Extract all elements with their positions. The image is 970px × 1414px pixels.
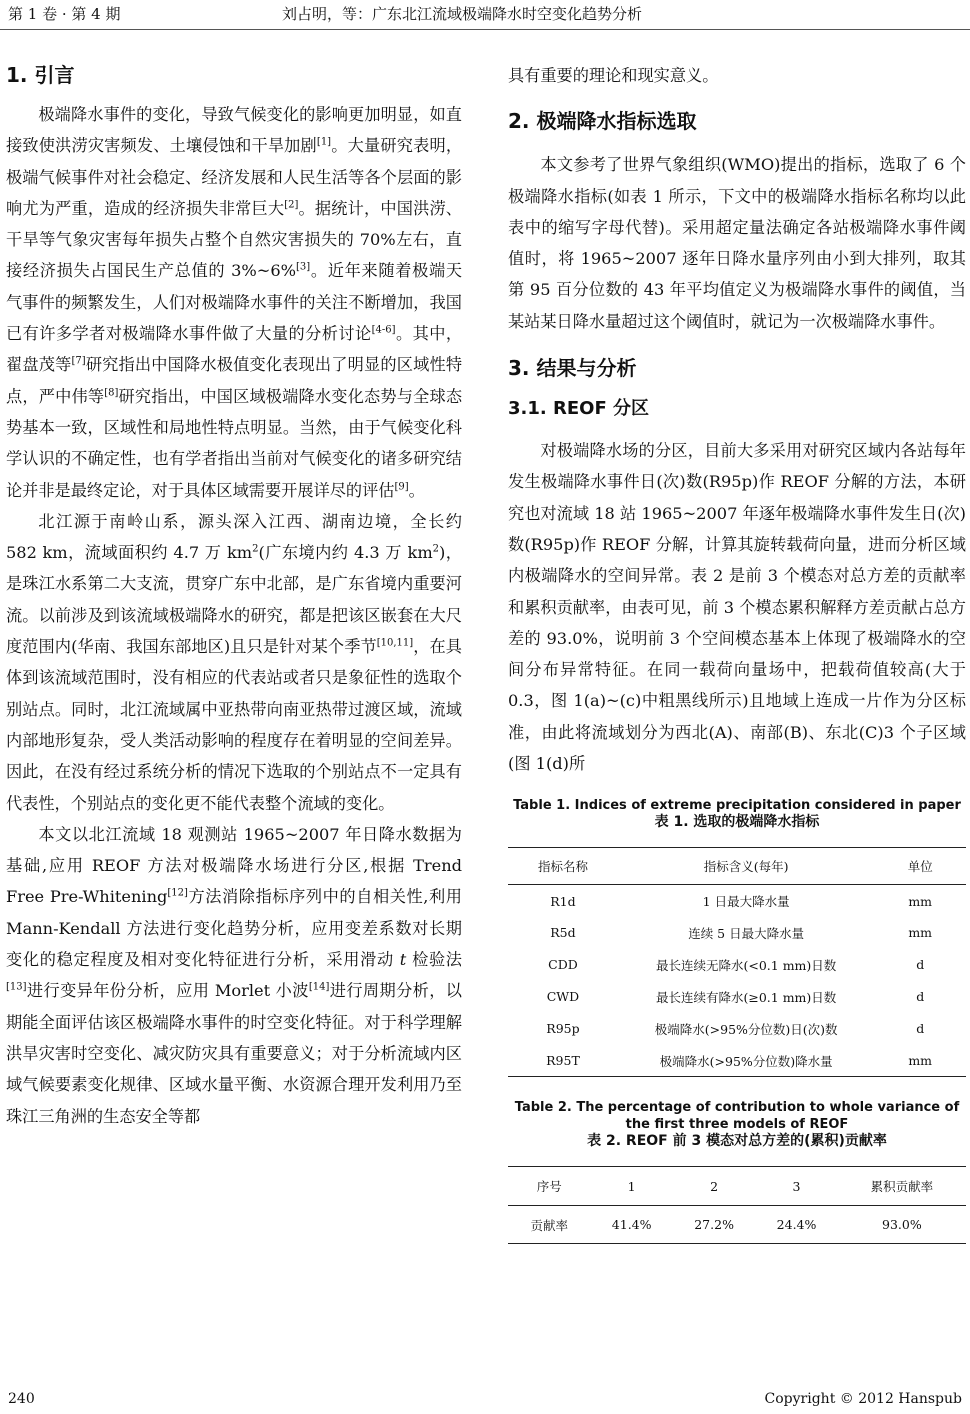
section-3-heading: 3. 结果与分析	[508, 356, 637, 381]
citation[interactable]: [4-6]	[371, 324, 396, 336]
table-cell: 最长连续有降水(≥0.1 mm)日数	[656, 989, 837, 1005]
table-cell: R5d	[550, 925, 576, 941]
citation[interactable]: [7]	[71, 355, 86, 367]
section-2-paragraph: 本文参考了世界气象组织(WMO)提出的指标，选取了 6 个极端降水指标(如表 1 所示，下文中的极端降水指标名称均以此表中的缩写字母代替)。采用超定量法确定各站极端降水事件阈值时，将 1965~2007 逐年日降水量序列由小到大排列，取其第 95 百分位数的 43 年平均值定义为极端降水事件的阈值，当某站某日降水量超过这个阈值时，就记为一次极端降水事件。	[508, 155, 966, 331]
table-2-caption-zh: 表 2. REOF 前 3 模态对总方差的(累积)贡献率	[587, 1133, 887, 1150]
table-row	[508, 1013, 966, 1045]
page-number: 240	[8, 1391, 35, 1407]
table-cell: R1d	[550, 893, 576, 909]
table-row	[508, 1206, 966, 1244]
table-cell: d	[916, 957, 925, 973]
table-1-caption-zh: 表 1. 选取的极端降水指标	[654, 814, 820, 831]
column-header: 3	[755, 1167, 837, 1206]
citation[interactable]: [1]	[316, 136, 332, 148]
section-2-heading: 2. 极端降水指标选取	[508, 109, 697, 134]
section-1-heading: 1. 引言	[6, 63, 75, 87]
intro-paragraph-2: 北江源于南岭山系，源头深入江西、湖南边境，全长约 582 km，流域面积约 4.7 万 $km^2$(广东境内约 4.3 万 $km^2$)，是珠江水系第二大支流，贯穿广东中北部，是广东省境内重要河流。以前涉及到该流域极端降水的研究，都是把该区嵌套在大尺度范围内(华南、我国东部地区)且只是针对某个季节[10,11]，在具体到该流域范围时，没有相应的代表站或者只是象征性的选取个别站点。同时，北江流域属中亚热带向南亚热带过渡区域，流域内部地形复杂，受人类活动影响的程度存在着明显的空间差异。因此，在没有经过系统分析的情况下选取的个别站点不一定具有代表性，个别站点的变化更不能代表整个流域的变化。	[6, 511, 462, 813]
citation[interactable]: [14]	[308, 981, 330, 993]
table-row	[508, 949, 966, 981]
table-row	[508, 981, 966, 1013]
intro-paragraph-3-continued: 具有重要的理论和现实意义。	[508, 66, 719, 85]
column-header: 累积贡献率	[838, 1167, 966, 1206]
table-cell: R95p	[546, 1021, 580, 1037]
column-header: 单位	[874, 848, 966, 885]
column-header: 指标名称	[508, 848, 618, 885]
table-cell: 极端降水(>95%分位数)日(次)数	[654, 1021, 838, 1037]
table-2	[508, 1166, 966, 1244]
table-header-row	[508, 1167, 966, 1206]
table-cell: mm	[908, 893, 933, 909]
table-header-row	[508, 848, 966, 885]
table-1-caption-en: Table 1. Indices of extreme precipitation considered in paper	[513, 798, 961, 814]
table-cell: 贡献率	[530, 1217, 568, 1233]
table-cell: R95T	[546, 1053, 580, 1069]
citation[interactable]: [13]	[6, 981, 27, 993]
table-cell: 41.4%	[611, 1217, 652, 1233]
column-header: 1	[590, 1167, 672, 1206]
intro-paragraph-1: 极端降水事件的变化，导致气候变化的影响更加明显，如直接致使洪涝灾害频发、土壤侵蚀和干旱加剧[1]。大量研究表明，极端气候事件对社会稳定、经济发展和人民生活等各个层面的影响尤为严重，造成的经济损失非常巨大[2]。据统计，中国洪涝、干旱等气象灾害每年损失占整个自然灾害损失的 70%左右，直接经济损失占国民生产总值的 3%~6%[3]。近年来随着极端天气事件的频繁发生，人们对极端降水事件的关注不断增加，我国已有许多学者对极端降水事件做了大量的分析讨论[4-6]。其中，翟盘茂等[7]研究指出中国降水极值变化表现出了明显的区域性特点，严中伟等[8]研究指出，中国区域极端降水变化态势与全球态势基本一致，区域性和局地性特点明显。当然，由于气候变化科学认识的不确定性，也有学者指出当前对气候变化的诸多研究结论并非是最终定论，对于具体区域需要开展详尽的评估[9]。	[6, 105, 463, 500]
right-column	[508, 50, 966, 1244]
citation[interactable]: [9]	[394, 481, 409, 493]
intro-paragraph-3: 本文以北江流域 18 观测站 1965~2007 年日降水数据为基础,应用 REOF 方法对极端降水场进行分区,根据 Trend Free Pre-Whitening[12]方法消除指标序列中的自相关性,利用 Mann-Kendall 方法进行变化趋势分析，应用变差系数对长期变化的稳定程度及相对变化特征进行分析，采用滑动 t 检验法[13]进行变异年份分析，应用 Morlet 小波[14]进行周期分析，以期能全面评估该区极端降水事件的时空变化特征。对于科学理解洪旱灾害时空变化、减灾防灾具有重要意义；对于分析流域内区域气候要素变化规律、区域水量平衡、水资源合理开发利用乃至珠江三角洲的生态安全等都	[6, 824, 462, 1126]
table-cell: d	[916, 1021, 925, 1037]
table-cell: mm	[908, 925, 933, 941]
copyright: Copyright © 2012 Hanspub	[764, 1391, 962, 1407]
section-3-1-heading: 3.1. REOF 分区	[508, 398, 650, 420]
table-cell: mm	[908, 1053, 933, 1069]
table-cell: 1 日最大降水量	[702, 894, 790, 910]
table-cell: CDD	[548, 957, 578, 973]
table-cell: 极端降水(>95%分位数)降水量	[659, 1053, 833, 1069]
column-header: 序号	[508, 1167, 590, 1206]
citation[interactable]: [10,11]	[376, 637, 414, 649]
table-row	[508, 917, 966, 949]
running-header	[0, 0, 970, 30]
table-cell: CWD	[546, 989, 580, 1005]
citation[interactable]: [2]	[284, 199, 299, 211]
table-row	[508, 885, 966, 917]
table-row	[508, 1045, 966, 1077]
table-cell: d	[916, 989, 925, 1005]
citation[interactable]: [3]	[296, 262, 311, 274]
citation[interactable]: [12]	[167, 888, 188, 900]
table-cell: 27.2%	[694, 1217, 734, 1233]
table-2-caption-en: Table 2. The percentage of contribution to whole variance of the first three models of REOF	[514, 1100, 960, 1133]
section-3-1-paragraph: 对极端降水场的分区，目前大多采用对研究区域内各站每年发生极端降水事件日(次)数(R95p)作 REOF 分解的方法，本研究也对流域 18 站 1965~2007 年逐年极端降水事件发生日(次)数(R95p)作 REOF 分解，计算其旋转载荷向量，进而分析区域内极端降水的空间异常。表 2 是前 3 个模态对总方差的贡献率和累积贡献率，由表可见，前 3 个模态累积解释方差贡献占总方差的 93.0%，说明前 3 个空间模态基本上体现了极端降水的空间分布异常特征。在同一载荷向量场中，把载荷值较高(大于 0.3，图 1(a)~(c)中粗黑线所示)且地域上连成一片作为分区标准，由此将流域划分为西北(A)、南部(B)、东北(C)3 个子区域(图 1(d)所	[508, 441, 966, 774]
running-title: 刘占明，等：广东北江流域极端降水时空变化趋势分析	[282, 5, 643, 23]
table-cell: 最长连续无降水(<0.1 mm)日数	[656, 957, 837, 973]
table-cell: 93.0%	[882, 1217, 922, 1233]
table-1	[508, 847, 966, 1077]
journal-issue: 第 1 卷 · 第 4 期	[8, 5, 121, 23]
table-cell: 连续 5 日最大降水量	[688, 925, 805, 941]
table-1-caption	[508, 797, 966, 831]
table-2-caption	[508, 1099, 966, 1150]
column-header: 2	[673, 1167, 755, 1206]
table-cell: 24.4%	[776, 1217, 817, 1233]
left-column	[6, 50, 462, 1132]
column-header: 指标含义(每年)	[618, 848, 874, 885]
citation[interactable]: [8]	[104, 387, 119, 399]
